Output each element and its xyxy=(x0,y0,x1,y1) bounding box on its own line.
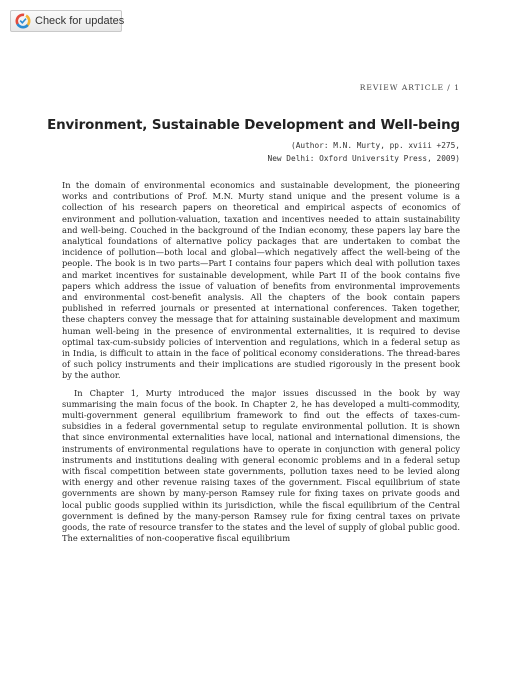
article-title: Environment, Sustainable Development and Well-being xyxy=(47,118,460,133)
check-for-updates-label: Check for updates xyxy=(35,15,125,27)
check-for-updates-icon xyxy=(15,13,31,29)
article-body xyxy=(62,180,460,551)
byline-line-2: New Delhi: Oxford University Press, 2009) xyxy=(267,153,460,163)
check-for-updates-button[interactable] xyxy=(10,10,125,32)
byline-line-1: (Author: M.N. Murty, pp. xviii +275, xyxy=(291,141,460,150)
running-head: REVIEW ARTICLE / 1 xyxy=(359,83,460,92)
paragraph-1: In the domain of environmental economics and sustainable development, the pioneering works and contributions of Prof. M.N. Murty stand unique and the present volume is a collection of his research papers on theoretical and empirical aspects of economics of environment and pollution-valuation, taxation and incentives needed to attain sustainability and well-being. Couched in the background of the Indian economy, these papers lay bare the analytical foundations of alternative policy packages that are undertaken to combat the incidence of pollution—both local and global—which negatively affect the well-being of the people. The book is in two parts—Part I contains four papers which deal with pollution taxes and market incentives for sustainable development, while Part II of the book contains five papers which address the issue of valuation of benefits from environmental improvements and environmental cost-benefit analysis. All the chapters of the book contain papers published in referred journals or presented at international conferences. Taken together, these chapters convey the message that for attaining sustainable development and maximum human well-being in the presence of environmental externalities, it is required to devise optimal tax-cum-subsidy policies of intervention and regulations, which in a federal setup as in India, is difficult to attain in the face of political economy considerations. The thread-bares of such policy instruments and their implications are studied rigorously in the present book by the author. xyxy=(62,180,460,381)
paragraph-2: In Chapter 1, Murty introduced the major issues discussed in the book by way summarising the main focus of the book. In Chapter 2, he has developed a multi-commodity, multi-government general equilibrium framework to find out the effects of taxes-cum-subsidies in a federal governmental setup to regulate environmental pollution. It is shown that since environmental externalities have local, national and international dimensions, the instruments of environmental regulations have to operate in conjunction with general policy instruments and institutions dealing with general economic problems and in a federal setup with fiscal competition between state governments, pollution taxes need to be levied along with energy and other revenue raising taxes of the government. Fiscal equilibrium of state governments are shown by many-person Ramsey rule for fixing taxes on private goods and local public goods supplied within its jurisdiction, while the fiscal equilibrium of the Central government is defined by the many-person Ramsey rule for fixing central taxes on private goods, the rate of resource transfer to the states and the level of supply of global public good. The externalities of non-cooperative fiscal equilibrium xyxy=(62,387,460,544)
byline xyxy=(268,140,460,165)
